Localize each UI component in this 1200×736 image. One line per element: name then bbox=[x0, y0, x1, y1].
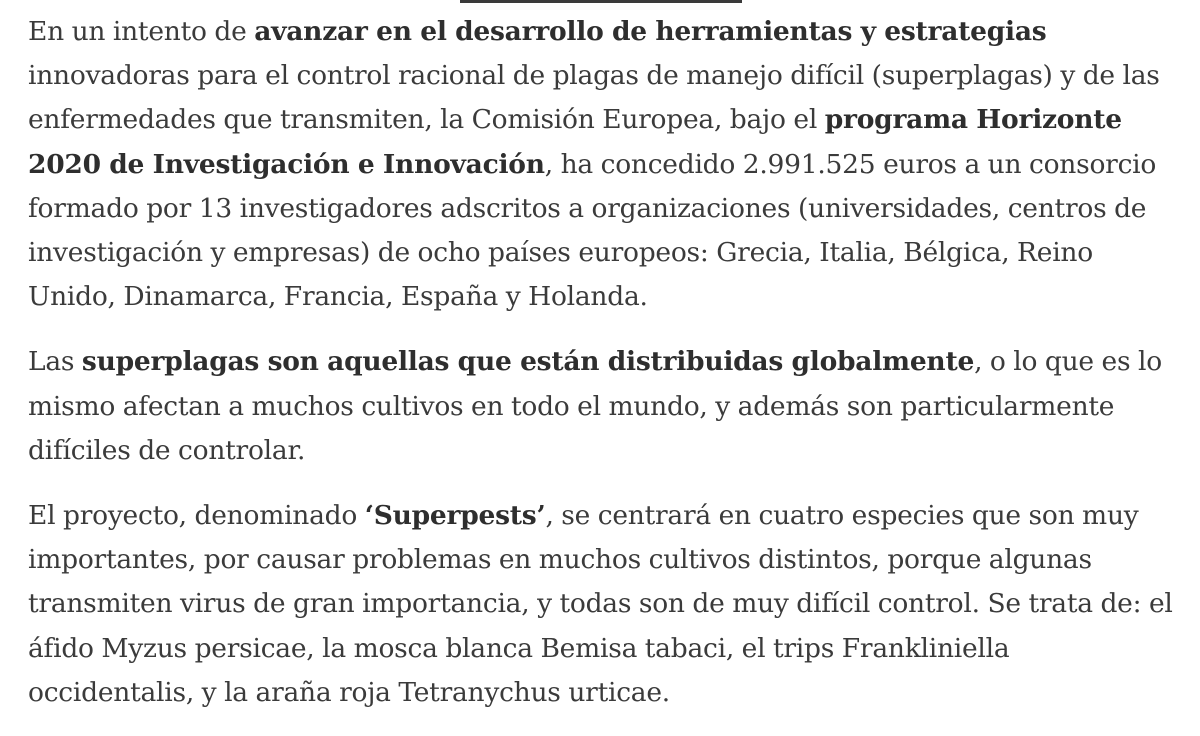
intro-text-3: , ha concedido 2.991.525 euros a un consorcio formado por 13 investigadores adscritos a organizaciones (universidades, centros de investigación y empresas) de ocho países europeos: Grecia, Italia, Bélgica, Reino Unido, Dinamarca, Francia, España y Holanda. bbox=[28, 148, 1157, 313]
superplagas-bold-definition: superplagas son aquellas que están distribuidas globalmente bbox=[81, 346, 975, 378]
superplagas-text-2: , o lo que es lo mismo afectan a muchos cultivos en todo el mundo, y además son particularmente difíciles de controlar. bbox=[28, 346, 1162, 466]
intro-text-2: innovadoras para el control racional de plagas de manejo difícil (superplagas) y de las enfermedades que transmiten, la Comisión Europea, bajo el bbox=[28, 60, 1160, 136]
paragraph-project bbox=[28, 494, 1178, 715]
paragraph-superplagas bbox=[28, 340, 1178, 473]
intro-bold-program: programa Horizonte 2020 de Investigación e Innovación bbox=[28, 104, 1122, 180]
project-text-2: , se centrará en cuatro especies que son muy importantes, por causar problemas en muchos cultivos distintos, porque algunas transmiten virus de gran importancia, y todas son de muy difícil control. Se trata de: el áfido Myzus persicae, la mosca blanca Bemisa tabaci, el trips Frankliniella occidentalis, y la araña roja Tetranychus urticae. bbox=[28, 500, 1173, 708]
intro-bold-goal: avanzar en el desarrollo de herramientas y estrategias bbox=[254, 16, 1047, 47]
superplagas-text-1: Las bbox=[28, 346, 82, 378]
project-text-1: El proyecto, denominado bbox=[28, 500, 365, 532]
intro-text-1: En un intento de bbox=[28, 16, 255, 47]
article-body bbox=[28, 10, 1178, 736]
paragraph-intro bbox=[28, 10, 1178, 319]
top-divider bbox=[460, 0, 742, 3]
project-bold-name: ‘Superpests’ bbox=[364, 500, 546, 532]
